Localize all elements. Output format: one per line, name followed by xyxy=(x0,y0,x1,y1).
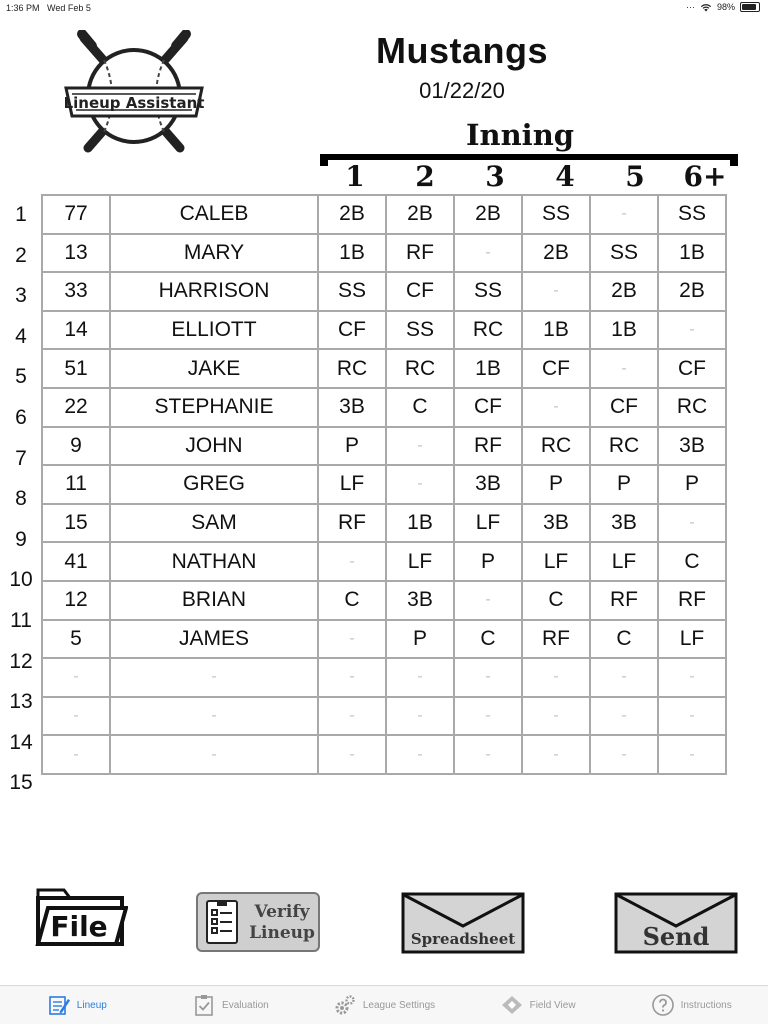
position-cell[interactable]: CF xyxy=(590,388,658,427)
table-row xyxy=(42,195,726,234)
player-name-cell[interactable]: - xyxy=(110,697,318,736)
verify-line2: Lineup xyxy=(249,923,315,943)
table-row xyxy=(42,658,726,697)
position-cell[interactable]: - xyxy=(658,697,726,736)
position-cell[interactable]: P xyxy=(522,465,590,504)
position-cell[interactable]: LF xyxy=(454,504,522,543)
row-number: 2 xyxy=(15,243,27,267)
jersey-number-cell[interactable]: 77 xyxy=(42,195,110,234)
position-cell[interactable]: P xyxy=(454,542,522,581)
inning-header: 2 xyxy=(415,160,435,193)
table-row xyxy=(42,697,726,736)
table-row xyxy=(42,735,726,774)
inning-header: 4 xyxy=(555,160,575,193)
position-cell[interactable]: - xyxy=(590,658,658,697)
row-number: 10 xyxy=(9,568,33,592)
position-cell[interactable]: P xyxy=(318,427,386,466)
jersey-number-cell[interactable]: 11 xyxy=(42,465,110,504)
position-cell[interactable]: LF xyxy=(590,542,658,581)
jersey-number-cell[interactable]: 51 xyxy=(42,349,110,388)
position-cell[interactable]: LF xyxy=(658,620,726,659)
row-number: 12 xyxy=(9,649,33,673)
position-cell[interactable]: RF xyxy=(386,234,454,273)
player-name-cell[interactable]: NATHAN xyxy=(110,542,318,581)
position-cell[interactable]: - xyxy=(522,272,590,311)
position-cell[interactable]: RC xyxy=(386,349,454,388)
table-row xyxy=(42,234,726,273)
table-row xyxy=(42,349,726,388)
jersey-number-cell[interactable]: - xyxy=(42,735,110,774)
player-name-cell[interactable]: SAM xyxy=(110,504,318,543)
position-cell[interactable]: RF xyxy=(590,581,658,620)
row-number: 1 xyxy=(15,203,27,226)
position-cell[interactable]: 1B xyxy=(522,311,590,350)
player-name-cell[interactable]: GREG xyxy=(110,465,318,504)
position-cell[interactable]: RC xyxy=(590,427,658,466)
tab-field-view[interactable] xyxy=(461,986,615,1024)
player-name-cell[interactable]: JAMES xyxy=(110,620,318,659)
position-cell[interactable]: SS xyxy=(386,311,454,350)
position-cell[interactable]: - xyxy=(658,311,726,350)
logo-text: Lineup Assistant xyxy=(63,94,205,112)
evaluation-icon xyxy=(192,993,216,1017)
jersey-number-cell[interactable]: 22 xyxy=(42,388,110,427)
position-cell[interactable]: - xyxy=(386,697,454,736)
spreadsheet-button[interactable] xyxy=(401,892,525,954)
jersey-number-cell[interactable]: 33 xyxy=(42,272,110,311)
position-cell[interactable]: C xyxy=(454,620,522,659)
player-name-cell[interactable]: CALEB xyxy=(110,195,318,234)
position-cell[interactable]: RF xyxy=(658,581,726,620)
jersey-number-cell[interactable]: 13 xyxy=(42,234,110,273)
position-cell[interactable]: 2B xyxy=(522,234,590,273)
tab-evaluation[interactable] xyxy=(154,986,308,1024)
position-cell[interactable]: 3B xyxy=(658,427,726,466)
position-cell[interactable]: LF xyxy=(386,542,454,581)
team-title: Mustangs xyxy=(375,30,548,71)
clipboard-icon xyxy=(206,900,238,944)
position-cell[interactable]: SS xyxy=(658,195,726,234)
position-cell[interactable]: C xyxy=(522,581,590,620)
row-number: 15 xyxy=(9,771,33,795)
jersey-number-cell[interactable]: - xyxy=(42,658,110,697)
row-number: 8 xyxy=(15,487,27,511)
table-row xyxy=(42,311,726,350)
position-cell[interactable]: RF xyxy=(454,427,522,466)
position-cell[interactable]: - xyxy=(454,697,522,736)
position-cell[interactable]: 3B xyxy=(386,581,454,620)
position-cell[interactable]: CF xyxy=(318,311,386,350)
position-cell[interactable]: RC xyxy=(522,427,590,466)
position-cell[interactable]: 1B xyxy=(590,311,658,350)
position-cell[interactable]: RF xyxy=(318,504,386,543)
position-cell[interactable]: P xyxy=(386,620,454,659)
position-cell[interactable]: 1B xyxy=(658,234,726,273)
position-cell[interactable]: - xyxy=(590,697,658,736)
tab-bar xyxy=(0,985,768,1024)
clock-text: 1:36 PM xyxy=(6,3,40,13)
position-cell[interactable]: 2B xyxy=(386,195,454,234)
inning-headers xyxy=(320,160,740,194)
inning-header: 5 xyxy=(625,160,645,193)
player-name-cell[interactable]: HARRISON xyxy=(110,272,318,311)
row-number: 14 xyxy=(9,730,33,754)
position-cell[interactable]: 2B xyxy=(658,272,726,311)
player-name-cell[interactable]: STEPHANIE xyxy=(110,388,318,427)
status-bar xyxy=(0,0,768,16)
wifi-icon xyxy=(700,3,712,12)
send-button-label: Send xyxy=(642,922,710,951)
position-cell[interactable]: CF xyxy=(454,388,522,427)
tab-label: Evaluation xyxy=(222,999,269,1011)
position-cell[interactable]: 3B xyxy=(454,465,522,504)
position-cell[interactable]: LF xyxy=(522,542,590,581)
position-cell[interactable]: - xyxy=(454,581,522,620)
spreadsheet-button-label: Spreadsheet xyxy=(410,930,516,948)
position-cell[interactable]: 3B xyxy=(590,504,658,543)
row-number: 5 xyxy=(15,365,27,389)
position-cell[interactable]: P xyxy=(658,465,726,504)
inning-header: 3 xyxy=(485,160,505,193)
position-cell[interactable]: SS xyxy=(318,272,386,311)
position-cell[interactable]: - xyxy=(318,542,386,581)
position-cell[interactable]: 3B xyxy=(318,388,386,427)
verify-lineup-button[interactable] xyxy=(196,892,320,952)
tab-label: Field View xyxy=(529,999,576,1011)
table-row xyxy=(42,465,726,504)
position-cell[interactable]: RC xyxy=(318,349,386,388)
inning-header: 1 xyxy=(345,160,365,193)
position-cell[interactable]: C xyxy=(386,388,454,427)
position-cell[interactable]: RC xyxy=(658,388,726,427)
inning-label: Inning xyxy=(465,118,575,152)
position-cell[interactable]: 1B xyxy=(454,349,522,388)
position-cell[interactable]: - xyxy=(658,504,726,543)
position-cell[interactable]: CF xyxy=(658,349,726,388)
position-cell[interactable]: - xyxy=(522,388,590,427)
position-cell[interactable]: RC xyxy=(454,311,522,350)
row-number: 13 xyxy=(9,690,33,714)
inning-header: 6+ xyxy=(683,160,727,193)
row-number: 7 xyxy=(15,446,27,470)
position-cell[interactable]: - xyxy=(522,735,590,774)
position-cell[interactable]: - xyxy=(658,658,726,697)
table-row xyxy=(42,581,726,620)
player-name-cell[interactable]: - xyxy=(110,735,318,774)
position-cell[interactable]: - xyxy=(454,234,522,273)
position-cell[interactable]: 3B xyxy=(522,504,590,543)
batting-order-numbers xyxy=(0,195,42,804)
position-cell[interactable]: - xyxy=(590,195,658,234)
tab-label: Instructions xyxy=(680,999,732,1011)
position-cell[interactable]: C xyxy=(590,620,658,659)
tab-league-settings[interactable] xyxy=(307,986,461,1024)
tab-label: Lineup xyxy=(76,999,107,1011)
position-cell[interactable]: SS xyxy=(590,234,658,273)
send-button[interactable] xyxy=(614,892,738,954)
position-cell[interactable]: - xyxy=(590,735,658,774)
position-cell[interactable]: - xyxy=(522,697,590,736)
position-cell[interactable]: RF xyxy=(522,620,590,659)
player-name-cell[interactable]: JOHN xyxy=(110,427,318,466)
status-time xyxy=(6,3,91,13)
position-cell[interactable]: - xyxy=(318,658,386,697)
table-row xyxy=(42,504,726,543)
lineup-assistant-logo xyxy=(62,30,206,158)
position-cell[interactable]: - xyxy=(386,658,454,697)
position-cell[interactable]: - xyxy=(454,658,522,697)
tab-label: League Settings xyxy=(362,999,436,1011)
row-number: 11 xyxy=(10,608,32,632)
player-name-cell[interactable]: ELLIOTT xyxy=(110,311,318,350)
position-cell[interactable]: - xyxy=(454,735,522,774)
gear-icon xyxy=(333,993,357,1017)
position-cell[interactable]: - xyxy=(658,735,726,774)
position-cell[interactable]: - xyxy=(522,658,590,697)
field-icon xyxy=(500,993,524,1017)
position-cell[interactable]: CF xyxy=(386,272,454,311)
help-icon xyxy=(651,993,675,1017)
table-row xyxy=(42,542,726,581)
position-cell[interactable]: LF xyxy=(318,465,386,504)
row-number: 4 xyxy=(15,324,27,348)
position-cell[interactable]: P xyxy=(590,465,658,504)
position-cell[interactable]: - xyxy=(318,697,386,736)
position-cell[interactable]: 1B xyxy=(386,504,454,543)
position-cell[interactable]: - xyxy=(386,465,454,504)
position-cell[interactable]: SS xyxy=(454,272,522,311)
position-cell[interactable]: 2B xyxy=(590,272,658,311)
jersey-number-cell[interactable]: 12 xyxy=(42,581,110,620)
date-text: Wed Feb 5 xyxy=(47,3,91,13)
verify-lineup-label xyxy=(246,902,318,944)
tab-instructions[interactable] xyxy=(614,986,768,1024)
table-row xyxy=(42,272,726,311)
position-cell[interactable]: C xyxy=(318,581,386,620)
player-name-cell[interactable]: MARY xyxy=(110,234,318,273)
game-date: 01/22/20 xyxy=(419,78,505,103)
battery-percent: 98% xyxy=(716,2,735,12)
table-row xyxy=(42,388,726,427)
jersey-number-cell[interactable]: - xyxy=(42,697,110,736)
player-name-cell[interactable]: BRIAN xyxy=(110,581,318,620)
tab-lineup[interactable] xyxy=(0,986,154,1024)
position-cell[interactable]: - xyxy=(318,735,386,774)
position-cell[interactable]: - xyxy=(386,735,454,774)
position-cell[interactable]: - xyxy=(386,427,454,466)
position-cell[interactable]: CF xyxy=(522,349,590,388)
table-row xyxy=(42,620,726,659)
position-cell[interactable]: SS xyxy=(522,195,590,234)
file-button[interactable] xyxy=(34,886,128,948)
jersey-number-cell[interactable]: 14 xyxy=(42,311,110,350)
lineup-table xyxy=(41,194,727,775)
position-cell[interactable]: 1B xyxy=(318,234,386,273)
player-name-cell[interactable]: - xyxy=(110,658,318,697)
position-cell[interactable]: - xyxy=(590,349,658,388)
verify-line1: Verify xyxy=(254,902,310,922)
lineup-icon xyxy=(47,993,71,1017)
file-button-label: File xyxy=(50,910,108,943)
jersey-number-cell[interactable]: 15 xyxy=(42,504,110,543)
row-number: 9 xyxy=(15,527,27,551)
jersey-number-cell[interactable]: 9 xyxy=(42,427,110,466)
jersey-number-cell[interactable]: 5 xyxy=(42,620,110,659)
row-number: 6 xyxy=(15,405,27,429)
position-cell[interactable]: 2B xyxy=(318,195,386,234)
player-name-cell[interactable]: JAKE xyxy=(110,349,318,388)
row-number: 3 xyxy=(15,284,27,308)
more-dots: ··· xyxy=(685,2,695,12)
position-cell[interactable]: - xyxy=(318,620,386,659)
position-cell[interactable]: C xyxy=(658,542,726,581)
position-cell[interactable]: 2B xyxy=(454,195,522,234)
battery-icon xyxy=(740,2,760,12)
jersey-number-cell[interactable]: 41 xyxy=(42,542,110,581)
status-right xyxy=(686,2,760,12)
table-row xyxy=(42,427,726,466)
